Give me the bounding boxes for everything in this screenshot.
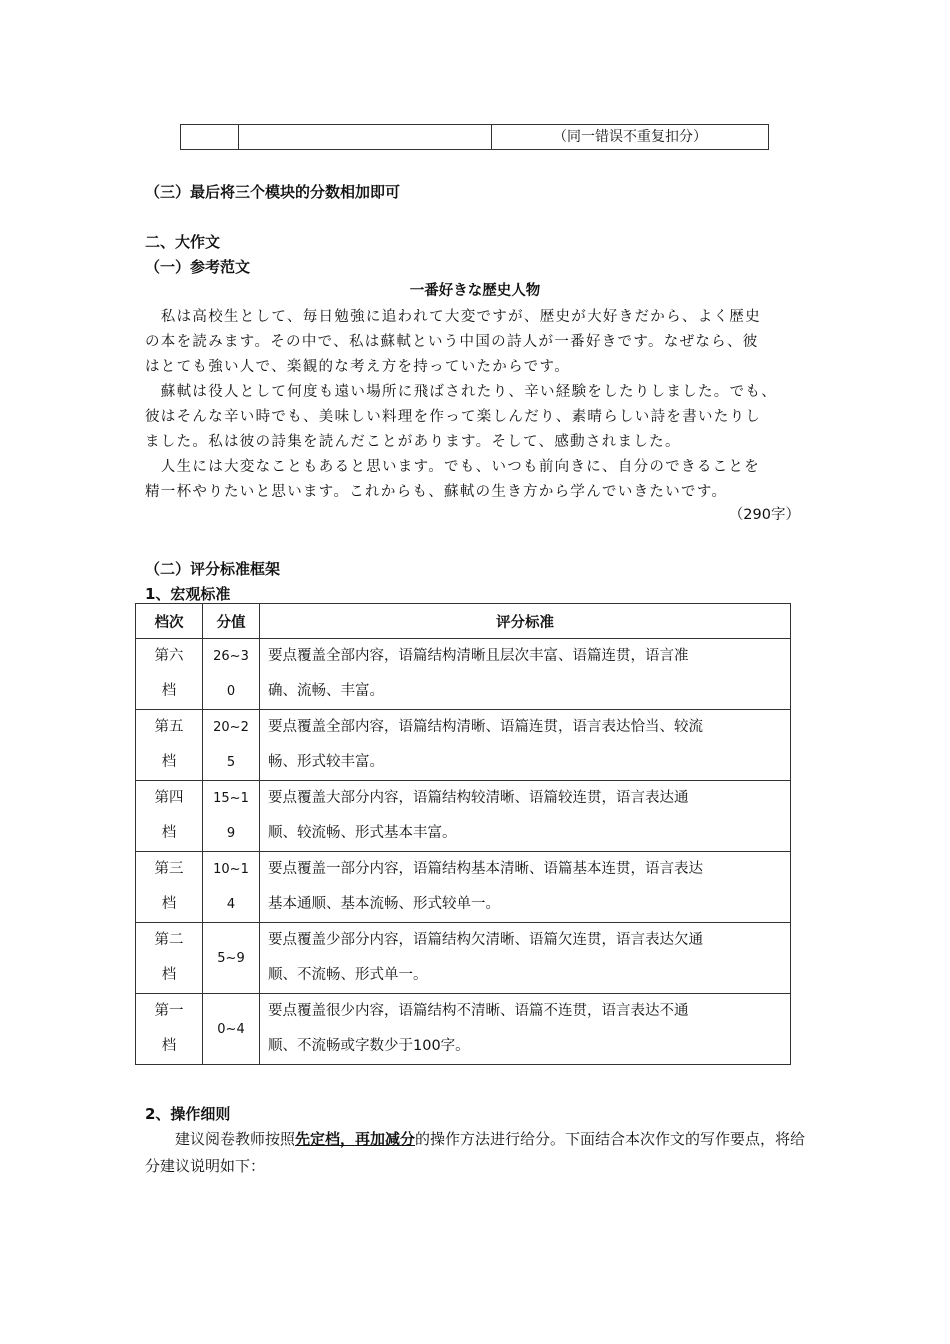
grade-score: 0~4 (203, 994, 260, 1065)
criteria-heading: （二）评分标准框架 (145, 560, 281, 578)
essay-line: 私は高校生として、毎日勉強に追われて大変ですが、歴史が大好きだから、よく歴史 (145, 309, 761, 325)
grade-level: 第五 档 (136, 710, 203, 781)
essay-line: の本を読みます。その中で、私は蘇軾という中国の詩人が一番好きです。なぜなら、彼 (145, 334, 759, 350)
table-row (136, 852, 791, 923)
grade-score: 5~9 (203, 923, 260, 994)
essay-char-count: （290字） (728, 507, 800, 523)
grade-level: 第六 档 (136, 639, 203, 710)
grade-score: 20~2 5 (203, 710, 260, 781)
operation-paragraph (145, 1126, 810, 1180)
essay-line: 人生には大変なこともあると思います。でも、いつも前向きに、自分のできることを (145, 459, 761, 475)
header-score: 分值 (203, 604, 260, 639)
grade-description: 要点覆盖全部内容，语篇结构清晰且层次丰富、语篇连贯，语言准 确、流畅、丰富。 (260, 639, 791, 710)
grade-description: 要点覆盖少部分内容，语篇结构欠清晰、语篇欠连贯，语言表达欠通 顺、不流畅、形式单一。 (260, 923, 791, 994)
grade-score: 26~3 0 (203, 639, 260, 710)
table-row (136, 994, 791, 1065)
grade-description: 要点覆盖全部内容，语篇结构清晰、语篇连贯，语言表达恰当、较流 畅、形式较丰富。 (260, 710, 791, 781)
essay-line: 精一杯やりたいと思います。これからも、蘇軾の生き方から学んでいきたいです。 (145, 484, 728, 500)
table-header-row (136, 604, 791, 639)
operation-emphasis: 先定档，再加减分 (295, 1130, 416, 1148)
macro-criteria-heading: 1、宏观标准 (145, 585, 231, 603)
essay-line: ました。私は彼の詩集を読んだことがあります。そして、感動されました。 (145, 434, 681, 450)
essay-line: はとても強い人で、楽観的な考え方を持っていたからです。 (145, 359, 571, 375)
grade-score: 15~1 9 (203, 781, 260, 852)
grade-level: 第二 档 (136, 923, 203, 994)
grade-level: 第四 档 (136, 781, 203, 852)
grade-level: 第一 档 (136, 994, 203, 1065)
table-row (136, 710, 791, 781)
grade-description: 要点覆盖很少内容，语篇结构不清晰、语篇不连贯，语言表达不通 顺、不流畅或字数少于100字。 (260, 994, 791, 1065)
section3-heading: （三）最后将三个模块的分数相加即可 (145, 183, 401, 201)
grade-score: 10~1 4 (203, 852, 260, 923)
grade-level: 第三 档 (136, 852, 203, 923)
table-row (136, 781, 791, 852)
table-cell-empty (239, 125, 492, 149)
grading-table (135, 603, 791, 1065)
operation-text-post: 的操作方法进行给分。下面结合本次作文的写作要点，将给分建议说明如下： (145, 1130, 806, 1175)
table-row (136, 923, 791, 994)
essay-line: 蘇軾は役人として何度も遠い場所に飛ばされたり、辛い経験をしたりしました。でも、 (145, 384, 777, 400)
essay-section-heading: 二、大作文 (145, 233, 221, 251)
essay-line: 彼はそんな辛い時でも、美味しい料理を作って楽しんだり、素晴らしい詩を書いたりし (145, 409, 762, 425)
header-criteria: 评分标准 (260, 604, 791, 639)
operation-heading: 2、操作细则 (145, 1105, 231, 1123)
grade-description: 要点覆盖一部分内容，语篇结构基本清晰、语篇基本连贯，语言表达 基本通顺、基本流畅、形式较单一。 (260, 852, 791, 923)
table-row (136, 639, 791, 710)
grade-description: 要点覆盖大部分内容，语篇结构较清晰、语篇较连贯，语言表达通 顺、较流畅、形式基本丰富。 (260, 781, 791, 852)
header-level: 档次 (136, 604, 203, 639)
table-cell-empty (181, 125, 239, 149)
table-cell-note: （同一错误不重复扣分） (553, 129, 707, 145)
essay-title: 一番好きな歴史人物 (409, 283, 541, 299)
operation-text-pre: 建议阅卷教师按照 (145, 1130, 296, 1148)
top-table-fragment (180, 124, 769, 150)
sample-essay-heading: （一）参考范文 (145, 258, 251, 276)
